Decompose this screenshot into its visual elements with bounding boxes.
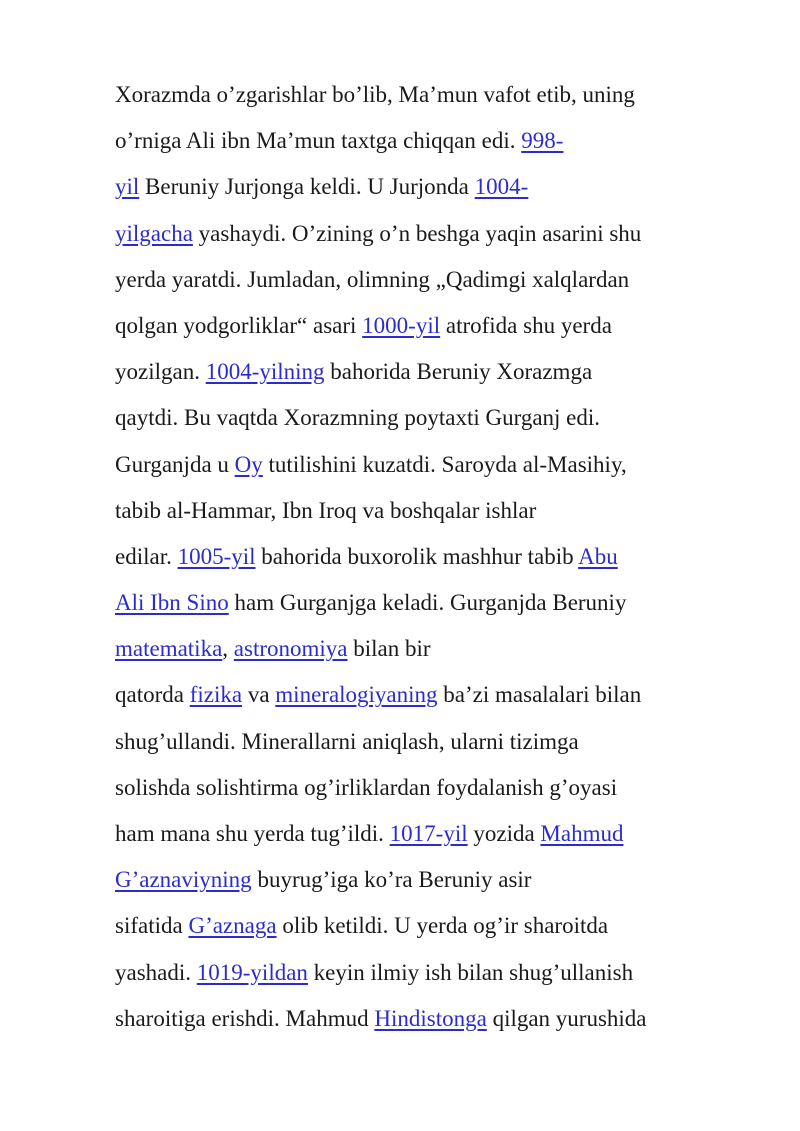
text-line [115,488,755,534]
text-line [115,996,755,1042]
hyperlink[interactable]: mineralogiyaning [275,682,438,708]
text-run: tutilishini kuzatdi. Saroyda al-Masihiy, [262,451,627,477]
hyperlink[interactable]: yilgacha [115,220,193,246]
hyperlink[interactable]: G’aznaga [188,913,277,939]
text-line [115,626,755,672]
hyperlink[interactable]: matematika [115,636,223,662]
text-line [115,395,755,441]
hyperlink[interactable]: 1004- [474,174,529,200]
text-line [115,257,755,303]
hyperlink[interactable]: astronomiya [233,636,348,662]
text-line [115,211,755,257]
text-run: yerda yaratdi. Jumladan, olimning „Qadimgi xalqlardan [115,266,630,292]
hyperlink[interactable]: Oy [234,451,263,477]
text-run: sharoitiga erishdi. Mahmud [115,1005,375,1031]
text-run: yashaydi. O’zining o’n beshga yaqin asarini shu [192,220,642,246]
hyperlink[interactable]: G’aznaviyning [115,867,252,893]
hyperlink[interactable]: Mahmud [540,821,624,846]
text-run: olib ketildi. U yerda og’ir sharoitda [276,913,609,939]
text-line [115,857,755,903]
text-run: Gurganjda u [115,451,235,477]
hyperlink[interactable]: Abu [578,543,618,569]
text-run: ba’zi masalalari bilan [437,682,642,708]
hyperlink[interactable]: yil [115,174,140,200]
text-run: qaytdi. Bu vaqtda Xorazmning poytaxti Gurganj edi. [115,405,601,431]
text-run: qilgan yurushida [486,1005,647,1031]
text-run: qolgan yodgorliklar“ asari [115,312,363,338]
text-run: edilar. [115,543,178,569]
text-run: bahorida buxorolik mashhur tabib [255,543,579,569]
hyperlink[interactable]: fizika [189,682,243,708]
text-run: bahorida Beruniy Xorazmga [324,359,593,385]
text-run: o’rniga Ali ibn Ma’mun taxtga chiqqan edi. [115,128,522,154]
hyperlink[interactable]: 1004-yilning [205,359,325,385]
body-text [115,72,755,1042]
text-line [115,765,755,811]
text-run: qatorda [115,682,190,708]
text-run: ham mana shu yerda tug’ildi. [115,821,390,846]
text-line [115,534,755,580]
text-run: va [242,682,276,708]
hyperlink[interactable]: 1005-yil [177,543,256,569]
text-line [115,349,755,395]
hyperlink[interactable]: Hindistonga [374,1005,487,1031]
hyperlink[interactable]: 1019-yildan [196,959,308,985]
text-run: keyin ilmiy ish bilan shug’ullanish [307,959,634,985]
text-run: buyrug’iga ko’ra Beruniy asir [251,867,532,893]
text-line [115,164,755,210]
text-line [115,442,755,488]
text-line [115,580,755,626]
hyperlink[interactable]: 1000-yil [362,312,441,338]
hyperlink[interactable]: 998- [521,128,564,154]
text-run: atrofida shu yerda [440,312,612,338]
hyperlink[interactable]: Ali Ibn Sino [115,590,229,616]
text-run: yozilgan. [115,359,206,385]
text-run: solishda solishtirma og’irliklardan foydalanish g’oyasi [115,774,618,800]
text-run: sifatida [115,913,189,939]
text-run: shug’ullandi. Minerallarni aniqlash, ularni tizimga [115,728,579,754]
text-run: yozida [467,821,541,846]
text-run: ham Gurganjga keladi. Gurganjda Beruniy [228,590,627,616]
text-run: bilan bir [347,636,431,662]
text-line [115,950,755,996]
text-line [115,719,755,765]
text-run: Beruniy Jurjonga keldi. U Jurjonda [139,174,475,200]
text-run: tabib al-Hammar, Ibn Iroq va boshqalar ishlar [115,497,537,523]
text-run: yashadi. [115,959,197,985]
text-line [115,118,755,164]
text-run: Xorazmda o’zgarishlar bo’lib, Ma’mun vafot etib, uning [115,82,635,107]
text-line [115,811,755,857]
text-line [115,72,755,118]
text-line [115,672,755,718]
text-line [115,303,755,349]
text-run: , [222,636,234,662]
hyperlink[interactable]: 1017-yil [389,821,468,846]
text-line [115,903,755,949]
